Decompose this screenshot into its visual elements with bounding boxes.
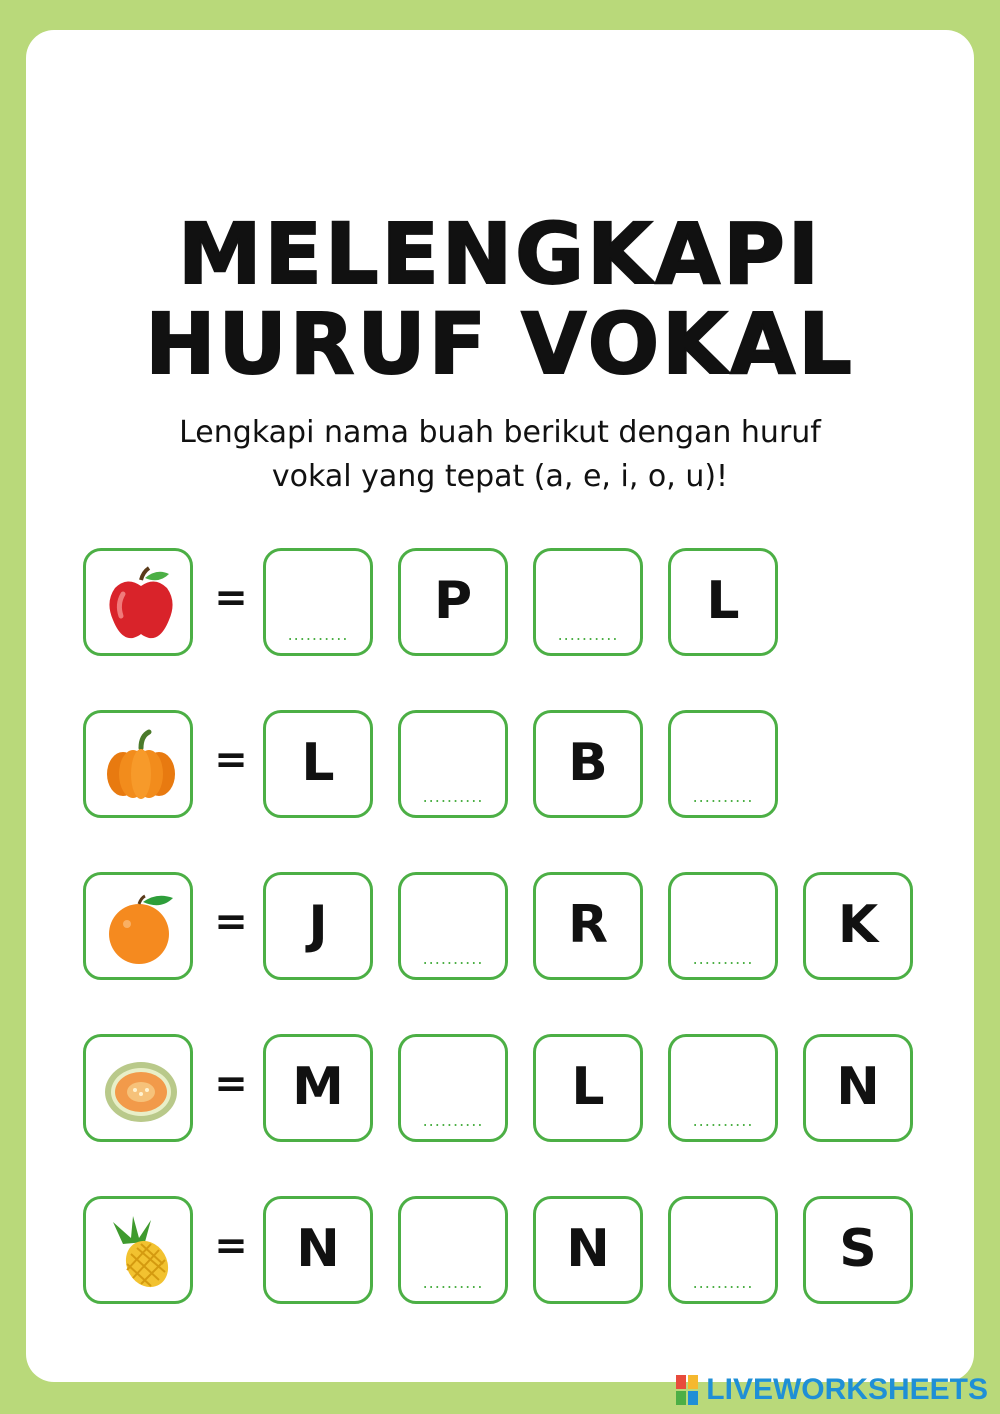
- fruit-image-box: [83, 1196, 193, 1304]
- letter-box: [398, 548, 508, 656]
- consonant-letter: L: [571, 1057, 605, 1117]
- vowel-blank-box[interactable]: [668, 872, 778, 980]
- exercise-row-melon: [0, 1034, 1000, 1148]
- vowel-blank-box[interactable]: [533, 548, 643, 656]
- letter-box: [533, 1196, 643, 1304]
- apple-icon: [103, 566, 179, 642]
- blank-placeholder: ..........: [692, 1273, 754, 1292]
- equals-sign: =: [214, 1223, 248, 1269]
- fruit-image-box: [83, 548, 193, 656]
- vowel-blank-box[interactable]: [398, 1196, 508, 1304]
- consonant-letter: N: [296, 1219, 340, 1279]
- consonant-letter: S: [839, 1219, 877, 1279]
- letter-box: [533, 872, 643, 980]
- blank-placeholder: ..........: [287, 625, 349, 644]
- blank-placeholder: ..........: [422, 787, 484, 806]
- letter-box: [533, 1034, 643, 1142]
- exercise-row-pumpkin: [0, 710, 1000, 824]
- vowel-blank-box[interactable]: [668, 1196, 778, 1304]
- letter-box: [533, 710, 643, 818]
- blank-placeholder: ..........: [692, 1111, 754, 1130]
- exercise-row-pineapple: [0, 1196, 1000, 1310]
- letter-box: [263, 1196, 373, 1304]
- letter-box: [803, 872, 913, 980]
- fruit-image-box: [83, 1034, 193, 1142]
- exercise-row-orange: [0, 872, 1000, 986]
- liveworksheets-logo[interactable]: [676, 1372, 988, 1408]
- blank-placeholder: ..........: [692, 787, 754, 806]
- consonant-letter: J: [308, 895, 328, 955]
- orange-icon: [103, 890, 179, 966]
- vowel-blank-box[interactable]: [398, 1034, 508, 1142]
- title-line-1: MELENGKAPI: [177, 205, 823, 303]
- vowel-blank-box[interactable]: [398, 872, 508, 980]
- letter-box: [803, 1196, 913, 1304]
- equals-sign: =: [214, 1061, 248, 1107]
- consonant-letter: L: [301, 733, 335, 793]
- instruction-line-2: vokal yang tepat (a, e, i, o, u)!: [271, 459, 729, 494]
- exercise-row-apple: [0, 548, 1000, 662]
- letter-box: [263, 872, 373, 980]
- consonant-letter: N: [566, 1219, 610, 1279]
- vowel-blank-box[interactable]: [668, 1034, 778, 1142]
- pineapple-icon: [103, 1214, 179, 1290]
- blank-placeholder: ..........: [692, 949, 754, 968]
- consonant-letter: M: [292, 1057, 344, 1117]
- equals-sign: =: [214, 737, 248, 783]
- consonant-letter: K: [837, 895, 879, 955]
- letter-box: [263, 1034, 373, 1142]
- blank-placeholder: ..........: [422, 1273, 484, 1292]
- melon-icon: [103, 1052, 179, 1128]
- equals-sign: =: [214, 575, 248, 621]
- fruit-image-box: [83, 710, 193, 818]
- consonant-letter: R: [567, 895, 609, 955]
- vowel-blank-box[interactable]: [398, 710, 508, 818]
- consonant-letter: P: [433, 571, 473, 631]
- consonant-letter: B: [568, 733, 608, 793]
- instruction-line-1: Lengkapi nama buah berikut dengan huruf: [179, 415, 821, 450]
- liveworksheets-logo-icon: [676, 1375, 700, 1405]
- equals-sign: =: [214, 899, 248, 945]
- letter-box: [803, 1034, 913, 1142]
- consonant-letter: N: [836, 1057, 880, 1117]
- logo-text: LIVEWORKSHEETS: [706, 1373, 988, 1406]
- blank-placeholder: ..........: [422, 949, 484, 968]
- blank-placeholder: ..........: [557, 625, 619, 644]
- fruit-image-box: [83, 872, 193, 980]
- letter-box: [263, 710, 373, 818]
- letter-box: [668, 548, 778, 656]
- blank-placeholder: ..........: [422, 1111, 484, 1130]
- vowel-blank-box[interactable]: [263, 548, 373, 656]
- consonant-letter: L: [706, 571, 740, 631]
- title-line-2: HURUF VOKAL: [145, 295, 855, 393]
- pumpkin-icon: [103, 728, 179, 804]
- vowel-blank-box[interactable]: [668, 710, 778, 818]
